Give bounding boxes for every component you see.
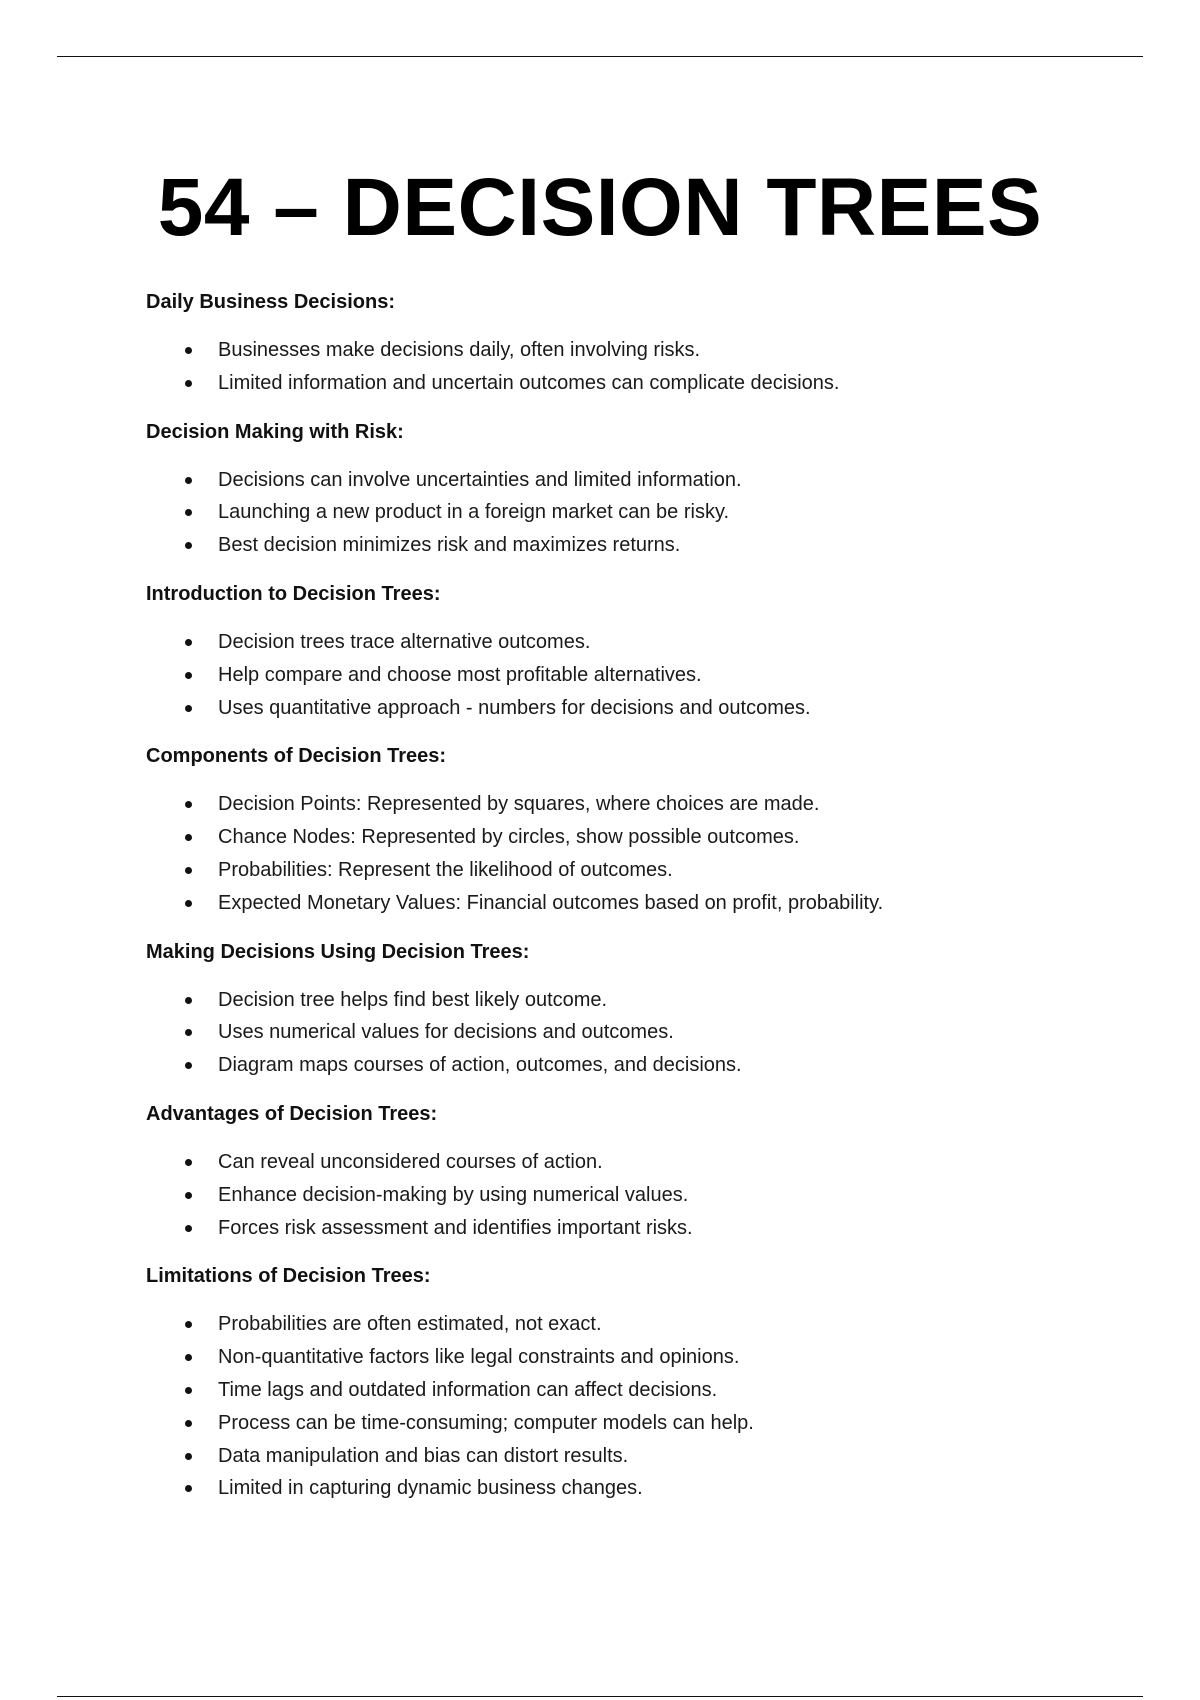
bullet-text: Chance Nodes: Represented by circles, show possible outcomes. xyxy=(218,826,800,849)
bullet-item xyxy=(146,1341,1146,1374)
bullet-item xyxy=(146,334,1146,367)
bullet-text: Limited information and uncertain outcomes can complicate decisions. xyxy=(218,371,840,394)
bullet-icon xyxy=(185,347,192,354)
bullet-icon xyxy=(185,1485,192,1492)
bullet-icon xyxy=(185,380,192,387)
section-advantages-of-decision-trees xyxy=(146,1100,1146,1244)
bullet-item xyxy=(146,854,1146,887)
bullet-text: Probabilities: Represent the likelihood of outcomes. xyxy=(218,858,673,881)
bullet-icon xyxy=(185,834,192,841)
bullet-text: Help compare and choose most profitable alternatives. xyxy=(218,663,702,686)
bullet-text: Expected Monetary Values: Financial outcomes based on profit, probability. xyxy=(218,891,884,914)
bullet-text: Enhance decision-making by using numerical values. xyxy=(218,1183,689,1206)
section-heading: Daily Business Decisions: xyxy=(146,291,395,313)
notes-body xyxy=(146,288,1146,1523)
bullet-text: Uses quantitative approach - numbers for decisions and outcomes. xyxy=(218,696,811,719)
bullet-icon xyxy=(185,672,192,679)
bullet-list xyxy=(146,788,1146,919)
bullet-list xyxy=(146,626,1146,724)
bullet-item xyxy=(146,1472,1146,1505)
bullet-icon xyxy=(185,801,192,808)
bullet-text: Data manipulation and bias can distort results. xyxy=(218,1444,629,1467)
section-making-decisions-using-decision-trees xyxy=(146,938,1146,1082)
bullet-text: Limited in capturing dynamic business changes. xyxy=(218,1477,643,1500)
bullet-icon xyxy=(185,997,192,1004)
bullet-icon xyxy=(185,1159,192,1166)
bottom-rule xyxy=(57,1696,1143,1697)
bullet-text: Diagram maps courses of action, outcomes, and decisions. xyxy=(218,1054,742,1077)
bullet-icon xyxy=(185,1192,192,1199)
bullet-icon xyxy=(185,1029,192,1036)
bullet-list xyxy=(146,984,1146,1082)
bullet-item xyxy=(146,984,1146,1017)
section-heading: Introduction to Decision Trees: xyxy=(146,582,441,605)
bullet-icon xyxy=(185,639,192,646)
bullet-item xyxy=(146,496,1146,529)
section-daily-business-decisions xyxy=(146,288,1146,400)
bullet-item xyxy=(146,1146,1146,1179)
bullet-item xyxy=(146,1407,1146,1440)
bullet-item xyxy=(146,464,1146,497)
bullet-icon xyxy=(185,705,192,712)
bullet-icon xyxy=(185,1321,192,1328)
bullet-icon xyxy=(185,1387,192,1394)
bullet-text: Decision trees trace alternative outcomes. xyxy=(218,630,591,653)
bullet-text: Non-quantitative factors like legal constraints and opinions. xyxy=(218,1346,740,1369)
bullet-icon xyxy=(185,1225,192,1232)
section-components-of-decision-trees xyxy=(146,742,1146,919)
bullet-item xyxy=(146,659,1146,692)
bullet-icon xyxy=(185,900,192,907)
bullet-text: Probabilities are often estimated, not exact. xyxy=(218,1313,602,1336)
bullet-item xyxy=(146,887,1146,920)
bullet-item xyxy=(146,692,1146,725)
section-heading: Making Decisions Using Decision Trees: xyxy=(146,940,530,963)
bullet-text: Time lags and outdated information can affect decisions. xyxy=(218,1378,718,1401)
bullet-icon xyxy=(185,1420,192,1427)
bullet-text: Decision tree helps find best likely outcome. xyxy=(218,988,608,1011)
bullet-text: Launching a new product in a foreign market can be risky. xyxy=(218,501,730,524)
bullet-text: Decisions can involve uncertainties and limited information. xyxy=(218,468,742,491)
bullet-item xyxy=(146,1440,1146,1473)
section-heading: Decision Making with Risk: xyxy=(146,420,404,443)
bullet-item xyxy=(146,626,1146,659)
bullet-list xyxy=(146,1146,1146,1244)
bullet-text: Process can be time-consuming; computer models can help. xyxy=(218,1411,754,1434)
section-heading: Advantages of Decision Trees: xyxy=(146,1102,438,1125)
bullet-icon xyxy=(185,509,192,516)
bullet-list xyxy=(146,1308,1146,1505)
bullet-text: Decision Points: Represented by squares, where choices are made. xyxy=(218,793,820,816)
bullet-icon xyxy=(185,1062,192,1069)
section-heading: Limitations of Decision Trees: xyxy=(146,1265,431,1288)
bullet-item xyxy=(146,1308,1146,1341)
bullet-icon xyxy=(185,542,192,549)
bullet-item xyxy=(146,529,1146,562)
bullet-item xyxy=(146,1016,1146,1049)
bullet-text: Uses numerical values for decisions and outcomes. xyxy=(218,1021,674,1044)
bullet-list xyxy=(146,334,1146,400)
bullet-icon xyxy=(185,1453,192,1460)
bullet-item xyxy=(146,1179,1146,1212)
page-title: 54 – DECISION TREES xyxy=(157,162,1043,253)
bullet-icon xyxy=(185,867,192,874)
bullet-icon xyxy=(185,477,192,484)
bullet-item xyxy=(146,788,1146,821)
bullet-text: Can reveal unconsidered courses of action. xyxy=(218,1150,603,1173)
bullet-icon xyxy=(185,1354,192,1361)
section-decision-making-with-risk xyxy=(146,418,1146,562)
bullet-item xyxy=(146,1049,1146,1082)
top-rule xyxy=(57,56,1143,57)
section-limitations-of-decision-trees xyxy=(146,1262,1146,1505)
section-heading: Components of Decision Trees: xyxy=(146,745,447,768)
bullet-item xyxy=(146,1212,1146,1245)
bullet-item xyxy=(146,821,1146,854)
bullet-item xyxy=(146,1374,1146,1407)
bullet-text: Forces risk assessment and identifies important risks. xyxy=(218,1216,693,1239)
section-introduction-to-decision-trees xyxy=(146,580,1146,724)
bullet-text: Best decision minimizes risk and maximizes returns. xyxy=(218,534,681,557)
bullet-list xyxy=(146,464,1146,562)
bullet-text: Businesses make decisions daily, often involving risks. xyxy=(218,339,701,361)
bullet-item xyxy=(146,367,1146,400)
